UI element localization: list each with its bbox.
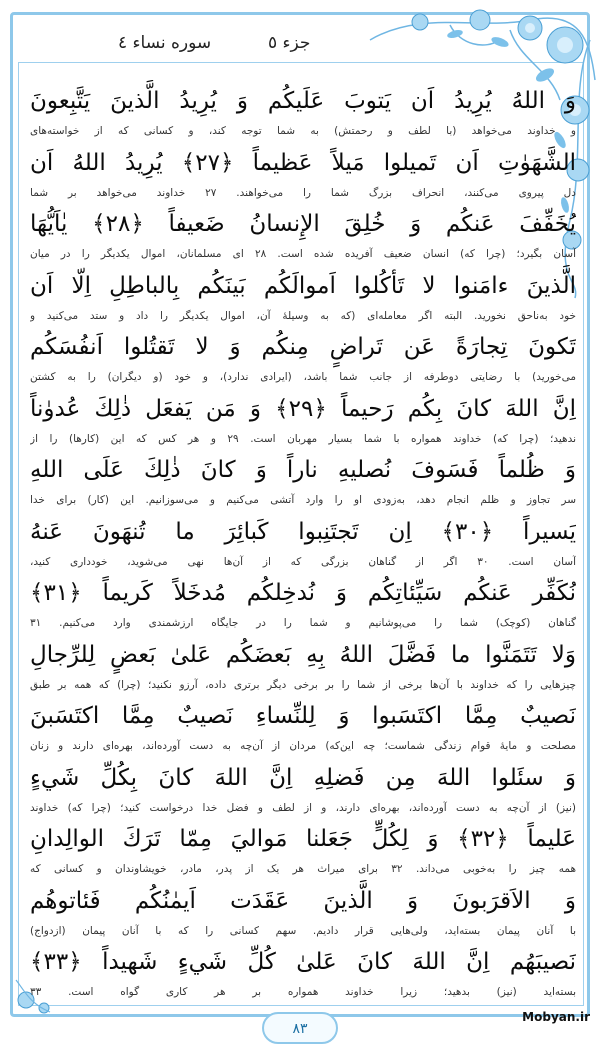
- arabic-text: تَكونَ تِجارَةً عَن تَراضٍ مِنكُم وَ لا تَقتُلوا اَنفُسَكُم: [30, 334, 576, 360]
- persian-translation: همه چیز را به‌خوبی می‌داند. ۳۲ برای میراث هر یک از پدر، مادر، خویشاوندان و کسانی که: [30, 863, 576, 875]
- persian-translation: با آنان پیمان بسته‌اید، ولی‌هایی قرار دادیم. سهم کسانی را که با آنان پیمان (ازدواج): [30, 924, 576, 937]
- persian-translation: می‌خورید) با رضایتی دوطرفه از جانب شما باشد، (ایرادی ندارد)، و خود (و دیگران) را به کشتن: [30, 371, 576, 383]
- verse-line: [30, 941, 576, 1003]
- persian-translation: ندهید؛ (چرا که) خداوند همواره با شما بسیار مهربان است. ۲۹ و هر کس که این (کارها) را از: [30, 432, 576, 445]
- page-number: ٨٣: [292, 1021, 308, 1037]
- site-watermark: Mobyan.ir: [522, 1010, 590, 1024]
- persian-translation: و خداوند می‌خواهد (با لطف و رحمتش) به شما توجه کند، و کسانی که از خواسته‌های: [30, 125, 576, 137]
- persian-translation: چیزهایی را که خداوند با آن‌ها برخی از شما را بر برخی دیگر برتری داده، آرزو نکنید؛ (چرا) که همه بر طبق: [30, 678, 576, 691]
- verse-line: [30, 326, 576, 388]
- arabic-text: وَ ظُلماً فَسَوفَ نُصليهِ ناراً وَ كانَ ذٰلِكَ عَلَى اللهِ: [30, 457, 576, 483]
- persian-translation: خود به‌ناحق نخورید. البته اگر معامله‌ای (که به وسیلهٔ آن، اموال یکدیگر را داد و ستد می‌کنید و: [30, 309, 576, 322]
- verse-line: [30, 880, 576, 942]
- arabic-text: وَلا تَتَمَنَّوا ما فَضَّلَ اللهُ بِهِ بَعضَكُم عَلىٰ بَعضٍ لِلرِّجالِ: [30, 641, 576, 668]
- persian-translation: سر تجاوز و ظلم انجام دهد، به‌زودی او را وارد آتشی می‌کنیم و می‌سوزانیم. این (کار) برای خدا: [30, 494, 576, 506]
- persian-translation: آسان است. ۳۰ اگر از گناهان بزرگی که از آن‌ها نهی می‌شوید، خودداری کنید،: [30, 555, 576, 568]
- verse-line: [30, 142, 576, 204]
- arabic-text: نَصيبَهُم اِنَّ اللهَ كانَ عَلىٰ كُلِّ شَيءٍ شَهيداً ﴿٣٣﴾: [30, 949, 576, 975]
- verse-line: [30, 757, 576, 819]
- verse-line: [30, 449, 576, 511]
- persian-translation: دل پیروی می‌کنند، انحراف بزرگ شما را می‌خواهند. ۲۷ خداوند می‌خواهد بر شما: [30, 186, 576, 199]
- persian-translation: گناهان (کوچک) شما را می‌پوشانیم و شما را در جایگاه ارزشمندی وارد می‌کنیم. ۳۱: [30, 617, 576, 629]
- arabic-text: الشَّهَوٰتِ اَن تَميلوا مَيلاً عَظيماً ﴿٢٧﴾ يُرِيدُ اللهُ اَن: [30, 149, 576, 176]
- verse-line: [30, 388, 576, 450]
- arabic-text: وَ سئَلوا اللهَ مِن فَضلِهِ اِنَّ اللهَ كانَ بِكُلِّ شَيءٍ: [30, 764, 576, 791]
- arabic-text: عَليماً ﴿٣٢﴾ وَ لِكُلٍّ جَعَلنا مَواليَ مِمّا تَرَكَ الوالِدانِ: [30, 826, 576, 852]
- persian-translation: بسته‌اید (نیز) بدهید؛ زیرا خداوند همواره بر هر کاری گواه است. ۳۳: [30, 986, 576, 998]
- surah-label: سوره نساء ٤: [118, 33, 212, 53]
- arabic-text: نُكَفِّر عَنكُم سَيِّئاتِكُم وَ نُدخِلكُم مُدخَلاً كَريماً ﴿٣١﴾: [30, 580, 576, 606]
- arabic-text: الَّذينَ ءامَنوا لا تَأكُلوا اَموالَكُم بَينَكُم بِالباطِلِ اِلّا اَن: [30, 272, 576, 299]
- arabic-text: وَ اللهُ يُرِيدُ اَن يَتوبَ عَلَيكُم وَ يُرِيدُ الَّذينَ يَتَّبِعونَ: [30, 88, 576, 114]
- persian-translation: مصلحت و مایهٔ قوام زندگی شماست؛ چه این‌که) مردان از آن‌چه به دست آورده‌اند، بهره‌ای دارند و زنان: [30, 740, 576, 752]
- verse-line: [30, 203, 576, 265]
- verse-line: [30, 818, 576, 880]
- juz-label: جزء ٥: [268, 33, 311, 53]
- verse-line: [30, 695, 576, 757]
- arabic-text: نَصيبٌ مِمَّا اكتَسَبوا وَ لِلنِّساءِ نَصيبٌ مِمَّا اكتَسَبنَ: [30, 703, 576, 729]
- verse-line: [30, 265, 576, 327]
- arabic-text: يَسيراً ﴿٣٠﴾ اِن تَجتَنِبوا كَبائِرَ ما تُنهَونَ عَنهُ: [30, 518, 576, 545]
- verse-line: [30, 511, 576, 573]
- arabic-text: وَ الاَقرَبونَ وَ الَّذينَ عَقَدَت اَيمٰنُكُم فَئاتوهُم: [30, 887, 576, 914]
- persian-translation: (نیز) از آن‌چه به دست آورده‌اند، بهره‌ای دارند، و از لطف و فضل خدا درخواست کنید؛ (چرا که) خداوند: [30, 801, 576, 814]
- verse-line: [30, 634, 576, 696]
- arabic-text: يُخَفِّفَ عَنكُم وَ خُلِقَ الإِنسانُ ضَعيفاً ﴿٢٨﴾ يٰاَيُّهَا: [30, 211, 576, 237]
- verses-block: [30, 80, 576, 1003]
- arabic-text: اِنَّ اللهَ كانَ بِكُم رَحيماً ﴿٢٩﴾ وَ مَن يَفعَل ذٰلِكَ عُدوٰناً: [30, 395, 576, 422]
- verse-line: [30, 80, 576, 142]
- verse-line: [30, 572, 576, 634]
- persian-translation: آسان بگیرد؛ (چرا که) انسان ضعیف آفریده شده است. ۲۸ ای مسلمانان، اموال یکدیگر را در میان: [30, 248, 576, 260]
